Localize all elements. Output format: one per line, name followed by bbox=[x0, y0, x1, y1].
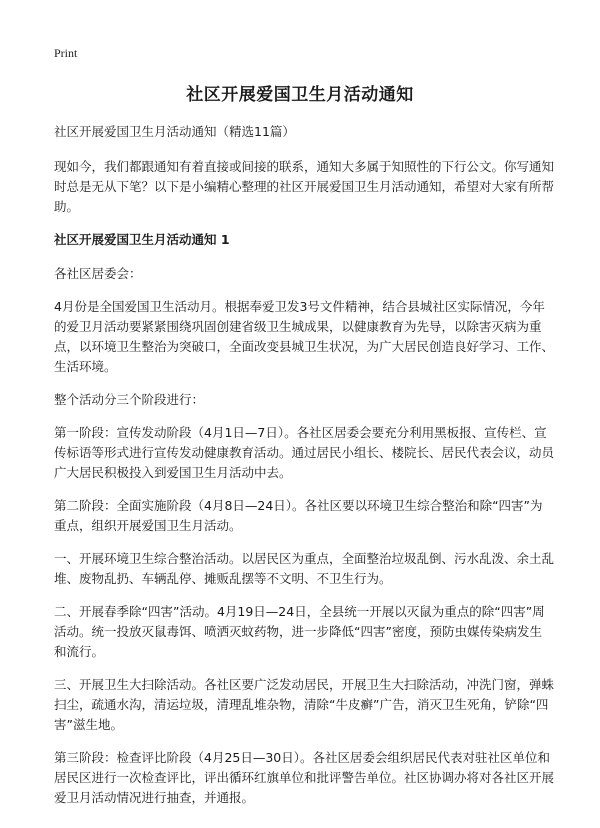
body-paragraph: 第一阶段：宣传发动阶段（4月1日—7日）。各社区居委会要充分利用黑板报、宣传栏、宣传标语等形式进行宣传发动健康教育活动。通过居民小组长、楼院长、居民代表会议，动员广大居民积极投入到爱国卫生月活动中去。 bbox=[54, 425, 555, 480]
salutation: 各社区居委会： bbox=[54, 266, 142, 281]
document-body bbox=[54, 122, 554, 821]
body-paragraph: 三、开展卫生大扫除活动。各社区要广泛发动居民，开展卫生大扫除活动，冲洗门窗，弹蛛扫尘，疏通水沟，清运垃圾，清理乱堆杂物，清除“牛皮癣”广告，消灭卫生死角，铲除“四害”滋生地。 bbox=[54, 677, 555, 732]
body-paragraph: 二、开展春季除“四害”活动。4月19日—24日，全县统一开展以灭鼠为重点的除“四害”周活动。统一投放灭鼠毒饵、喷洒灭蚊药物，进一步降低“四害”密度，预防虫媒传染病发生和流行。 bbox=[54, 604, 545, 659]
print-link[interactable]: Print bbox=[54, 46, 78, 60]
section-heading: 社区开展爱国卫生月活动通知 1 bbox=[54, 232, 230, 247]
body-paragraph: 整个活动分三个阶段进行： bbox=[54, 392, 205, 407]
body-paragraph: 4月份是全国爱国卫生活动月。根据奉爱卫发3号文件精神，结合县城社区实际情况，今年的爱卫月活动要紧紧围绕巩固创建省级卫生城成果，以健康教育为先导，以除害灭病为重点，以环境卫生整治为突破口，全面改变县城卫生状况，为广大居民创造良好学习、工作、生活环境。 bbox=[54, 299, 555, 374]
intro-paragraph: 现如今，我们都跟通知有着直接或间接的联系，通知大多属于知照性的下行公文。你写通知时总是无从下笔？以下是小编精心整理的社区开展爱国卫生月活动通知，希望对大家有所帮助。 bbox=[54, 159, 555, 214]
body-paragraph: 一、开展环境卫生综合整治活动。以居民区为重点，全面整治垃圾乱倒、污水乱泼、余土乱堆、废物乱扔、车辆乱停、摊贩乱摆等不文明、不卫生行为。 bbox=[54, 551, 555, 586]
body-paragraph: 第三阶段：检查评比阶段（4月25日—30日）。各社区居委会组织居民代表对驻社区单位和居民区进行一次检查评比，评出循环红旗单位和批评警告单位。社区协调办将对各社区开展爱卫月活动情况进行抽查，并通报。 bbox=[54, 750, 555, 805]
subtitle: 社区开展爱国卫生月活动通知（精选11篇） bbox=[54, 124, 295, 139]
body-paragraph: 第二阶段：全面实施阶段（4月8日—24日）。各社区要以环境卫生综合整治和除“四害”为重点，组织开展爱国卫生月活动。 bbox=[54, 498, 543, 533]
page-title: 社区开展爱国卫生月活动通知 bbox=[186, 85, 414, 105]
